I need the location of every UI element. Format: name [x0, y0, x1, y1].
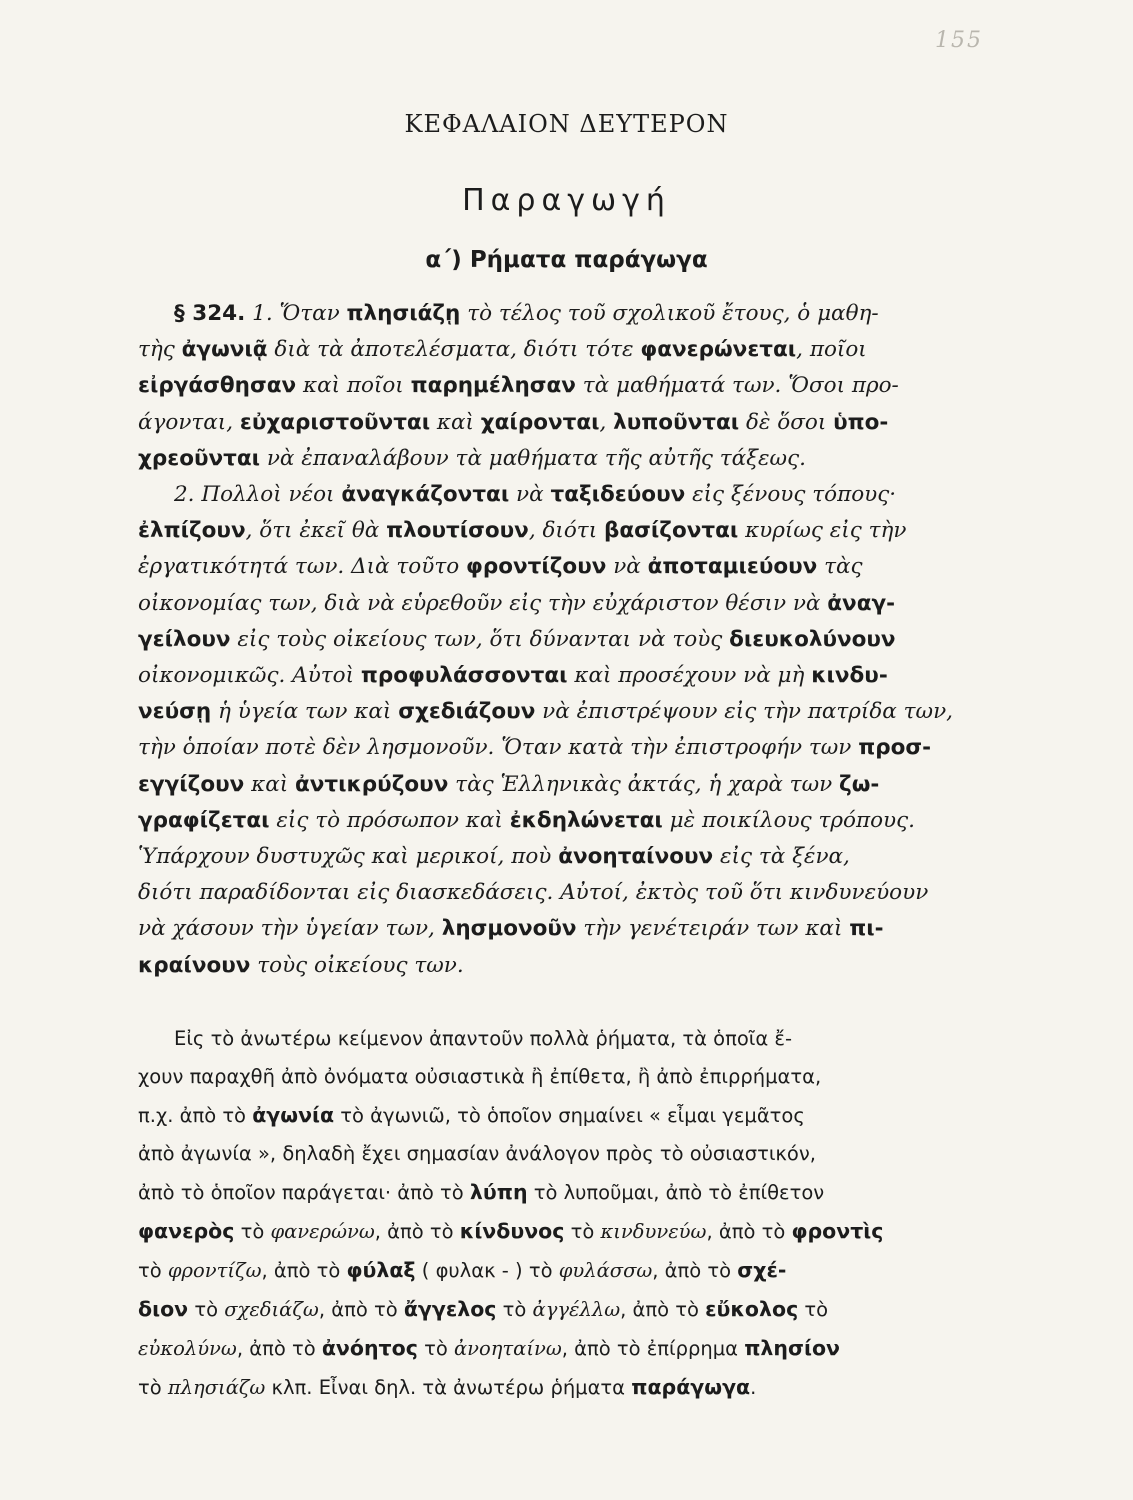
emphasized-word: παράγωγα	[631, 1375, 751, 1399]
emphasized-word: κραίνουν	[138, 952, 251, 978]
section-subtitle: α΄) Ρήματα παράγωγα	[425, 247, 708, 273]
emphasized-word: ἀγωνιᾷ	[181, 337, 268, 363]
text-run: τὸ λυποῦμαι, ἀπὸ τὸ ἐπίθετον	[527, 1181, 825, 1204]
paragraph-line	[138, 1251, 978, 1290]
text-run: τὸ	[234, 1220, 271, 1243]
emphasized-word: ἀνόητος	[321, 1336, 418, 1360]
emphasized-word: φανερώνεται	[640, 337, 797, 363]
text-run: , ἀπὸ τὸ ἐπίρρημα	[561, 1337, 745, 1360]
text-run: τὴς	[138, 337, 182, 363]
emphasized-word: βασίζονται	[603, 518, 739, 544]
text-run: ἡ ὑγεία των καὶ	[211, 699, 399, 725]
emphasized-word: παρημέλησαν	[410, 373, 576, 399]
emphasized-word: πλουτίσουν	[386, 518, 529, 544]
text-run: , ἀπὸ τὸ	[620, 1298, 706, 1321]
emphasized-word: κίνδυνος	[459, 1219, 565, 1243]
text-run: , ἀπὸ τὸ	[374, 1220, 460, 1243]
text-run: τὸ	[138, 1376, 168, 1399]
paragraph-line	[138, 948, 978, 984]
text-run: τὸ	[798, 1298, 829, 1321]
emphasized-word: ὑπο-	[833, 409, 889, 435]
text-run: νὰ	[606, 554, 648, 580]
paragraph-line	[138, 622, 978, 658]
text-run: π.χ. ἀπὸ τὸ	[138, 1104, 253, 1127]
emphasized-word: ἀναγ-	[827, 590, 896, 616]
italic-word: ἀγγέλλω	[532, 1298, 621, 1321]
page-number: 155	[935, 28, 983, 53]
text-run: νὰ ἐπιστρέψουν εἰς τὴν πατρίδα των,	[535, 699, 953, 725]
emphasized-word: διον	[138, 1297, 189, 1321]
text-run: νὰ χάσουν τὴν ὑγείαν των,	[138, 916, 442, 942]
emphasized-word: εἰργάσθησαν	[138, 373, 297, 399]
italic-word: ἀνοηταίνω	[453, 1337, 562, 1360]
emphasized-word: ἐκδηλώνεται	[509, 807, 663, 833]
text-run: Εἰς τὸ ἀνωτέρω κείμενον ἀπαντοῦν πολλὰ ῥήματα, τὰ ὁποῖα ἔ-	[174, 1027, 792, 1050]
text-run: ( φυλακ - ) τὸ	[415, 1259, 559, 1282]
paragraph-line	[138, 1020, 978, 1058]
paragraph-line	[138, 332, 978, 368]
paragraph-line	[138, 1290, 978, 1329]
paragraph-line	[138, 839, 978, 875]
emphasized-word: ταξιδεύουν	[550, 482, 686, 508]
paragraph-line	[138, 1329, 978, 1368]
emphasized-word: προσ-	[858, 735, 932, 761]
section-number-line	[138, 296, 978, 332]
text-run: τὰ μαθήματά των. Ὅσοι προ-	[575, 373, 899, 399]
italic-word: πλησιάζω	[167, 1376, 266, 1399]
emphasized-word: ἀναγκάζονται	[341, 482, 510, 508]
paragraph-line	[138, 1173, 978, 1212]
emphasized-word: πλησιάζῃ	[346, 301, 461, 326]
text-run: 1. Ὅταν	[252, 301, 347, 326]
text-run: , διότι	[528, 518, 604, 544]
emphasized-word: πι-	[849, 916, 884, 942]
emphasized-word: πλησίον	[744, 1336, 841, 1360]
text-run: διὰ τὰ ἀποτελέσματα, διότι τότε	[267, 337, 641, 363]
emphasized-word: ἄγγελος	[403, 1297, 497, 1321]
section-number: § 324.	[174, 301, 246, 326]
text-run: νὰ	[509, 482, 551, 508]
text-run: καὶ	[430, 409, 481, 435]
emphasized-word: νεύσῃ	[138, 699, 212, 725]
text-run: εἰς τὰ ξένα,	[713, 844, 850, 870]
paragraph-line	[138, 1058, 978, 1096]
emphasized-word: λυποῦνται	[613, 409, 740, 435]
text-run: τὰς Ἑλληνικὰς ἀκτάς, ἡ χαρὰ των	[448, 771, 840, 797]
text-run: , ὅτι ἐκεῖ θὰ	[245, 518, 387, 544]
emphasized-word: φανερὸς	[138, 1219, 235, 1243]
text-run: διότι παραδίδονται εἰς διασκεδάσεις. Αὐτοί, ἐκτὸς τοῦ ὅτι κινδυνεύουν	[138, 880, 929, 906]
text-run: δὲ ὅσοι	[739, 409, 834, 435]
text-run: 2. Πολλοὶ νέοι	[174, 482, 342, 508]
italic-word: φροντίζω	[167, 1259, 262, 1282]
text-run: τὴν ὁποίαν ποτὲ δὲν λησμονοῦν. Ὅταν κατὰ τὴν ἐπιστροφήν των	[138, 735, 859, 761]
emphasized-word: διευκολύνουν	[729, 626, 896, 652]
emphasized-word: ζω-	[839, 771, 880, 797]
text-run: κλπ. Εἶναι δηλ. τὰ ἀνωτέρω ῥήματα	[265, 1376, 632, 1399]
emphasized-word: λησμονοῦν	[441, 916, 577, 942]
text-run: εἰς ξένους τόπους·	[685, 482, 897, 508]
emphasized-word: εὔκολος	[705, 1297, 799, 1321]
text-run: καὶ προσέχουν νὰ μὴ	[567, 663, 812, 689]
emphasized-word: ἀγωνία	[252, 1103, 335, 1127]
text-run: , ἀπὸ τὸ	[706, 1220, 792, 1243]
paragraph-line	[138, 549, 978, 585]
text-run: τὸ ἀγωνιῶ, τὸ ὁποῖον σημαίνει « εἶμαι γεμᾶτος	[334, 1104, 805, 1127]
paragraph-line	[138, 1135, 978, 1173]
paragraph-line	[138, 694, 978, 730]
paragraph-line	[138, 1096, 978, 1135]
emphasized-word: φύλαξ	[346, 1258, 416, 1282]
paragraph-line	[138, 1212, 978, 1251]
text-run: τοὺς οἰκείους των.	[250, 952, 464, 978]
text-run: καὶ ποῖοι	[296, 373, 411, 399]
emphasized-word: εγγίζουν	[138, 771, 245, 797]
text-run: , ἀπὸ τὸ	[261, 1259, 347, 1282]
paragraph-line	[138, 875, 978, 911]
emphasized-word: χαίρονται	[480, 409, 600, 435]
emphasized-word: κινδυ-	[811, 663, 888, 689]
paragraph-line	[138, 803, 978, 839]
text-run: άγονται,	[138, 409, 240, 435]
chapter-heading: ΚΕΦΑΛΑΙΟΝ ΔΕΥΤΕΡΟΝ	[404, 110, 729, 138]
text-run: , ποῖοι	[796, 337, 867, 363]
text-run: .	[750, 1376, 757, 1399]
paragraph-explanation	[138, 1020, 978, 1407]
text-run: τὸ	[138, 1259, 168, 1282]
page-title: Παραγωγή	[462, 183, 671, 218]
text-run: , ἀπὸ τὸ	[652, 1259, 738, 1282]
paragraph-example-text	[138, 296, 978, 984]
text-run: , ἀπὸ τὸ	[236, 1337, 322, 1360]
italic-word: σχεδιάζω	[224, 1298, 319, 1321]
emphasized-word: χρεοῦνται	[138, 445, 261, 471]
emphasized-word: εὐχαριστοῦνται	[239, 409, 431, 435]
text-run: καὶ	[244, 771, 295, 797]
text-run: οἰκονομίας των, διὰ νὰ εὑρεθοῦν εἰς τὴν εὐχάριστον θέσιν νὰ	[138, 590, 828, 616]
emphasized-word: γραφίζεται	[138, 807, 270, 833]
text-run: ἐργατικότητά των. Διὰ τοῦτο	[138, 554, 466, 580]
text-run: εἰς τοὺς οἰκείους των, ὅτι δύνανται νὰ τοὺς	[230, 626, 730, 652]
italic-word: κινδυνεύω	[600, 1220, 707, 1243]
paragraph-line	[138, 658, 978, 694]
paragraph-line	[252, 301, 879, 326]
text-run: ,	[599, 409, 614, 435]
text-run: εἰς τὸ πρόσωπον καὶ	[269, 807, 510, 833]
text-run: μὲ ποικίλους τρόπους.	[662, 807, 916, 833]
paragraph-line	[138, 1368, 978, 1407]
text-run: τὸ	[564, 1220, 601, 1243]
text-run: ἀπὸ τὸ ὁποῖον παράγεται· ἀπὸ τὸ	[138, 1181, 470, 1204]
text-run: ἀπὸ ἀγωνία », δηλαδὴ ἔχει σημασίαν ἀνάλογον πρὸς τὸ οὐσιαστικόν,	[138, 1142, 816, 1165]
emphasized-word: ἀντικρύζουν	[295, 771, 449, 797]
text-run: κυρίως εἰς τὴν	[738, 518, 907, 544]
text-run: , ἀπὸ τὸ	[318, 1298, 404, 1321]
paragraph-line	[138, 513, 978, 549]
text-run: τὸ	[496, 1298, 533, 1321]
text-run: χουν παραχθῆ ἀπὸ ὀνόματα οὐσιαστικὰ ἢ ἐπίθετα, ἢ ἀπὸ ἐπιρρήματα,	[138, 1065, 822, 1088]
emphasized-word: φροντίζουν	[466, 554, 607, 580]
text-run: τὸ	[417, 1337, 454, 1360]
emphasized-word: λύπη	[469, 1180, 528, 1204]
emphasized-word: φροντὶς	[791, 1219, 884, 1243]
text-run: νὰ ἐπαναλάβουν τὰ μαθήματα τῆς αὐτῆς τάξεως.	[260, 445, 806, 471]
italic-word: φανερώνω	[270, 1220, 375, 1243]
paragraph-line	[138, 911, 978, 947]
paragraph-line	[138, 767, 978, 803]
text-run: τὴν γενέτειράν των καὶ	[576, 916, 850, 942]
emphasized-word: σχεδιάζουν	[398, 699, 536, 725]
emphasized-word: σχέ-	[737, 1258, 787, 1282]
text-run: τὰς	[817, 554, 863, 580]
paragraph-line	[138, 441, 978, 477]
text-run: τὸ	[188, 1298, 225, 1321]
emphasized-word: ἐλπίζουν	[138, 518, 246, 544]
paragraph-line	[138, 368, 978, 404]
paragraph-line	[138, 405, 978, 441]
emphasized-word: προφυλάσσονται	[360, 663, 568, 689]
paragraph-line	[138, 730, 978, 766]
paragraph-line	[138, 586, 978, 622]
text-run: Ὑπάρχουν δυστυχῶς καὶ μερικοί, ποὺ	[138, 844, 559, 870]
emphasized-word: ἀνοηταίνουν	[558, 844, 714, 870]
italic-word: φυλάσσω	[558, 1259, 653, 1282]
emphasized-word: γείλουν	[138, 626, 231, 652]
emphasized-word: ἀποταμιεύουν	[647, 554, 818, 580]
paragraph-line	[138, 477, 978, 513]
italic-word: εὐκολύνω	[138, 1337, 237, 1360]
text-run: τὸ τέλος τοῦ σχολικοῦ ἔτους, ὁ μαθη-	[460, 301, 879, 326]
text-run: οἰκονομικῶς. Αὐτοὶ	[138, 663, 361, 689]
